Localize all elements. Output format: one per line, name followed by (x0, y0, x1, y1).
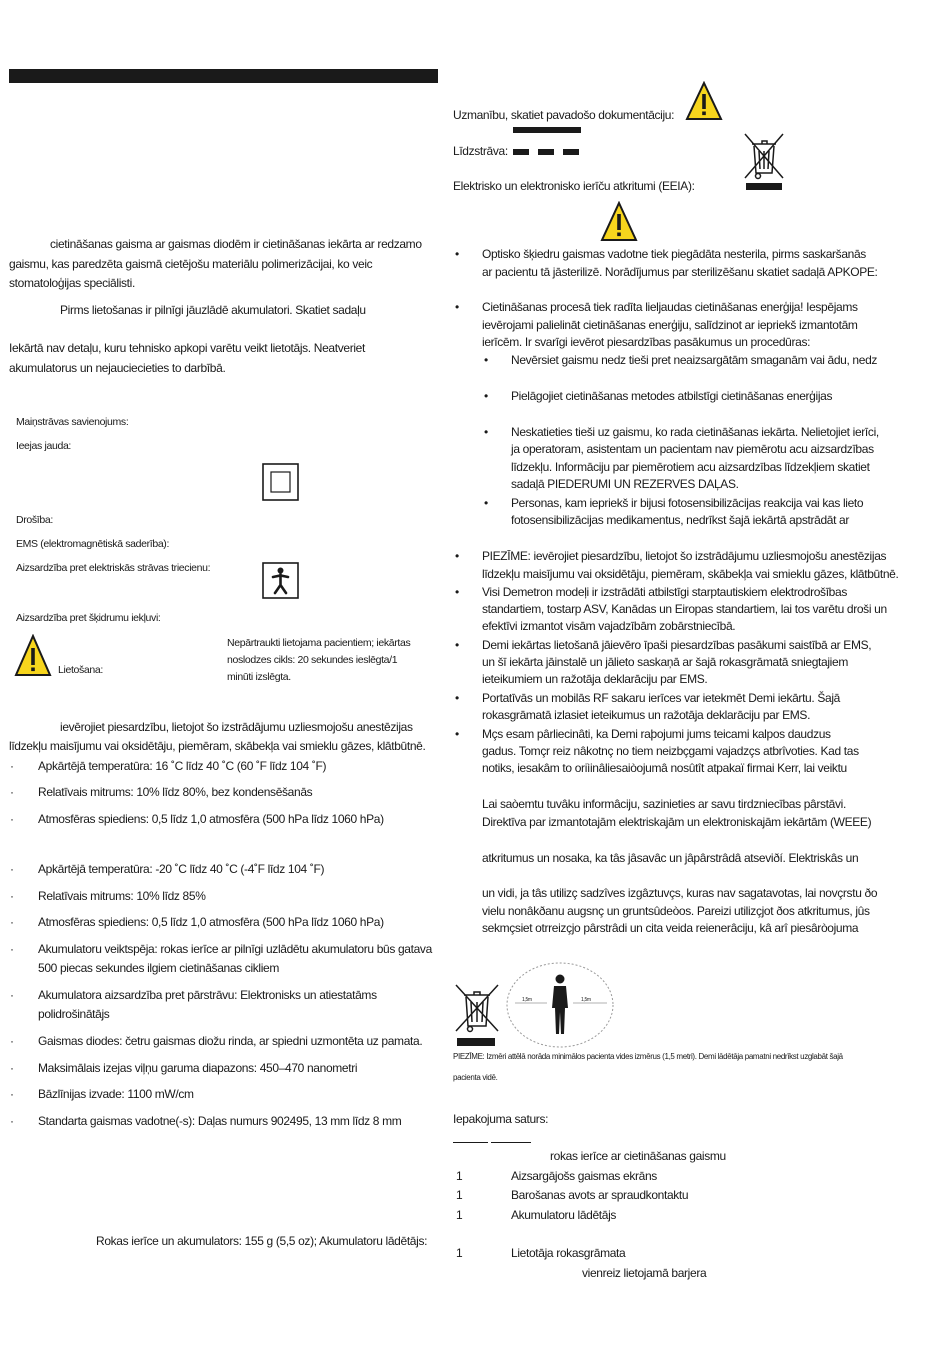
precaution-eyes: ja operatoram, asistentam un pacientam nav piemērotu acu aizsardzības (511, 442, 874, 456)
spec-operation-desc: minūti izslēgta. (227, 671, 291, 683)
service-line: Iekārtā nav detaļu, kuru tehnisko apkopi varētu veikt lietotājs. Neatveriet (9, 341, 365, 355)
weee-paragraph: atkritumus un nosaka, ka tâs jâsavâc un jâpârstrâdâ atseviðí. Elektriskâs un (482, 851, 859, 865)
rf-note: Portatīvās un mobilās RF sakaru ierīces var ietekmēt Demi iekārtu. Šajā (482, 691, 840, 705)
operating-humidity: Relatīvais mitrums: 10% līdz 80%, bez kondensēšanās (38, 785, 313, 799)
battery-protection: polidrošinātājs (38, 1007, 110, 1021)
bullet: • (455, 638, 459, 652)
bullet: • (455, 691, 459, 705)
energy-note: ievērojami palielināt cietināšanas enerģiju, salīdzinot ar iepriekš izmantotām (482, 318, 858, 332)
standards-note: Visi Demetron modeļi ir izstrādāti atbilstīgi starptautiskiem elektrodrošības (482, 585, 847, 599)
section-header-bar (9, 69, 438, 83)
emc-note: Demi iekārtas lietošanā jāievēro īpaši piesardzības pasākumi saistībā ar EMS, (482, 638, 872, 652)
weee-paragraph: vielu nonâkðanu augsnç un gruntsûdeòos. Pareizi utilizçjot ðos atkritumus, jûs (482, 904, 870, 918)
tech-output: Bāzlīnijas izvade: 1100 mW/cm (38, 1087, 194, 1101)
package-item: Aizsargājošs gaismas ekrāns (511, 1169, 657, 1183)
warning-triangle-icon (14, 634, 52, 677)
bullet: • (455, 247, 459, 261)
precaution-eyes: Neskatieties tieši uz gaismu, ko rada cietināšanas iekārta. Nelietojiet ierīci, (511, 425, 879, 439)
bullet: · (10, 812, 14, 826)
battery-performance: 500 piecas sekundes ilgiem cietināšanas cikliem (38, 961, 280, 975)
intro-line: gaismu, kas paredzēta gaismā cietējošu materiālu polimerizācijai, ko veic (9, 257, 373, 271)
underline (453, 1142, 488, 1143)
storage-pressure: Atmosfēras spiediens: 0,5 līdz 1,0 atmosfēra (500 hPa līdz 1060 hPa) (38, 915, 384, 929)
environment-note: pacienta vidē. (453, 1073, 498, 1082)
bullet: · (10, 1034, 14, 1048)
disposal-note: Mçs esam pârliecinâti, ka Demi raþojumi jums teicami kalpos daudzus (482, 727, 831, 741)
package-item-barrier: vienreiz lietojamā barjera (582, 1266, 707, 1280)
caution-triangle-icon (685, 81, 723, 121)
sterile-note: ar pacientu tā jāsterilizē. Norādījumus par sterilizēšanu skatiet sadaļā APKOPE: (482, 265, 878, 279)
emc-note: ieteikumiem un ražotāja deklarāciju par EMS. (482, 672, 708, 686)
standards-note: standartiem, tostarp ASV, Kanādas un Eiropas standartiem, lai tos varētu droši un (482, 602, 887, 616)
crossed-out-bin-icon (453, 983, 501, 1047)
package-qty: 1 (456, 1246, 463, 1260)
disposal-note: gadus. Tomçr reiz nâkotnç no tiem neizbçgami vajadzçs atbrîvoties. Kad tas (482, 744, 859, 758)
environment-note: PIEZĪME: Izmēri attēlā norāda minimālos pacienta vides izmērus (1,5 metri). Demi lādētāja pamatni nedrīkst uzglabāt šajā (453, 1052, 843, 1061)
bullet: • (484, 496, 488, 510)
weee-paragraph: Lai saòemtu tuvâku informâciju, sazinieties ar savu tirdzniecības pârstāvi. (482, 797, 846, 811)
spec-liquid-label: Aizsardzība pret šķidrumu iekļuvi: (16, 612, 161, 624)
tech-wavelength: Maksimālais izejas viļņu garuma diapazons: 450–470 nanometri (38, 1061, 358, 1075)
package-qty: 1 (456, 1169, 463, 1183)
bullet: · (10, 785, 14, 799)
precaution-gums: Nevērsiet gaismu nedz tieši pret neaizsargātām smaganām vai ādu, nedz (511, 353, 878, 367)
bullet: · (10, 942, 14, 956)
operating-pressure: Atmosfēras spiediens: 0,5 līdz 1,0 atmosfēra (500 hPa līdz 1060 hPa) (38, 812, 384, 826)
bullet: · (10, 1087, 14, 1101)
crossed-out-bin-icon (743, 132, 785, 192)
package-item: Barošanas avots ar spraudkontaktu (511, 1188, 689, 1202)
env-warning-line: līdzekļu maisījumu vai oksidētāju, piemēram, skābekļa vai smieklu gāzes, klātbūtnē. (9, 739, 426, 753)
direct-current-icon (511, 127, 583, 157)
charge-note: Pirms lietošanas ir pilnīgi jāuzlādē akumulatori. Skatiet sadaļu (60, 303, 366, 317)
spec-input-label: Ieejas jauda: (16, 440, 71, 452)
spec-operation-desc: Nepārtraukti lietojama pacientiem; iekārtas (227, 637, 411, 649)
precaution-eyes: sadaļā PIEDERUMI UN REZERVES DAĻAS. (511, 477, 739, 491)
energy-note: Cietināšanas procesā tiek radīta lieljaudas cietināšanas enerģija! Iespējams (482, 300, 858, 314)
weee-paragraph: Direktīva par izmantotajām elektriskajām un elektroniskajām iekārtām (WEEE) (482, 815, 872, 829)
bullet: · (10, 862, 14, 876)
dc-label: Līdzstrāva: (453, 144, 508, 158)
precaution-photosensitive: fotosensibilizācijas medikamentus, nedrīkst šajā iekārtā apstrādāt ar (511, 513, 850, 527)
flammable-note: līdzekļu maisījumu vai oksidētāju, piemēram, skābekļa vai smieklu gāzes, klātbūtnē. (482, 567, 899, 581)
caution-label: Uzmanību, skatiet pavadošo dokumentāciju: (453, 108, 675, 122)
bullet: · (10, 759, 14, 773)
precaution-eyes: līdzekļu. Informāciju par piemērotiem acu aizsardzības līdzekļiem skatiet (511, 460, 870, 474)
dimension-label: 1,5m (522, 997, 532, 1003)
rf-note: rokasgrāmatā izlasiet ieteikumus un ražotāja deklarāciju par EMS. (482, 708, 811, 722)
spec-shock-label: Aizsardzība pret elektriskās strāvas triecienu: (16, 562, 211, 574)
storage-temperature: Apkārtējā temperatūra: -20 ˚C līdz 40 ˚C (-4˚F līdz 104 ˚F) (38, 862, 325, 876)
bullet: • (455, 549, 459, 563)
spec-safety-label: Drošība: (16, 514, 53, 526)
spec-ac-label: Maiņstrāvas savienojums: (16, 416, 129, 428)
patient-environment-diagram (505, 962, 615, 1048)
battery-performance: Akumulatoru veiktspēja: rokas ierīce ar pilnīgi uzlādētu akumulatoru būs gatava (38, 942, 432, 956)
bullet: • (484, 425, 488, 439)
bullet: • (455, 585, 459, 599)
precaution-photosensitive: Personas, kam iepriekš ir bijusi fotosensibilizācijas reakcija vai kas lieto (511, 496, 864, 510)
underline (491, 1142, 531, 1143)
package-item: Akumulatoru lādētājs (511, 1208, 617, 1222)
tech-light-guide: Standarta gaismas vadotne(-s): Daļas numurs 902495, 13 mm līdz 8 mm (38, 1114, 402, 1128)
bullet: • (455, 300, 459, 314)
weight-line: Rokas ierīce un akumulators: 155 g (5,5 oz); Akumulatoru lādētājs: (96, 1234, 428, 1248)
spec-emc-label: EMS (elektromagnētiskā saderība): (16, 538, 170, 550)
bullet: · (10, 1061, 14, 1075)
package-qty: 1 (456, 1208, 463, 1222)
sterile-note: Optisko šķiedru gaismas vadotne tiek piegādāta nesterila, pirms saskaršanās (482, 247, 866, 261)
energy-note: ierīcēm. Ir svarīgi ievērot piesardzības pasākumus un procedūras: (482, 335, 811, 349)
spec-operation-desc: noslodzes cikls: 20 sekundes ieslēgta/1 (227, 654, 398, 666)
intro-line: stomatoloģijas speciālisti. (9, 276, 135, 290)
tech-led: Gaismas diodes: četru gaismas diožu rinda, ar spiedni uzmontēta uz pamata. (38, 1034, 423, 1048)
storage-humidity: Relatīvais mitrums: 10% līdz 85% (38, 889, 206, 903)
class-ii-double-insulation-icon (262, 463, 299, 501)
package-title: Iepakojuma saturs: (453, 1112, 549, 1126)
service-line: akumulatorus un nejauciecieties to darbībā. (9, 361, 226, 375)
dimension-label: 1,5m (581, 997, 591, 1003)
weee-paragraph: sekmçsiet otrreizçjo pârstrâdi un cita veida reienerâciju, kâ arî piesâròojuma (482, 921, 859, 935)
bullet: · (10, 889, 14, 903)
weee-label: Elektrisko un elektronisko ierīču atkritumi (EEIA): (453, 179, 695, 193)
warning-triangle-icon (600, 201, 638, 242)
bullet: • (484, 353, 488, 367)
weee-paragraph: un vidi, ja tâs utilizç sadzîves izgâztuvçs, kuras nav sagatavotas, lai novçrstu ðo (482, 886, 878, 900)
disposal-note: notiks, iesakâm to oriìinâliesaiòojumâ nosûtît atpakaï firmai Kerr, lai veiktu (482, 761, 847, 775)
package-item: Lietotāja rokasgrāmata (511, 1246, 626, 1260)
operating-temperature: Apkārtējā temperatūra: 16 ˚C līdz 40 ˚C (60 ˚F līdz 104 ˚F) (38, 759, 327, 773)
bullet: · (10, 915, 14, 929)
bullet: · (10, 1114, 14, 1128)
package-item-handpiece: rokas ierīce ar cietināšanas gaismu (550, 1149, 726, 1163)
standards-note: efektīvi izmantot visām vajadzībām zobārstniecībā. (482, 619, 736, 633)
bullet: · (10, 988, 14, 1002)
bullet: • (484, 389, 488, 403)
package-qty: 1 (456, 1188, 463, 1202)
precaution-technique: Pielāgojiet cietināšanas metodes atbilstīgi cietināšanas enerģijas (511, 389, 833, 403)
env-warning-line: ievērojiet piesardzību, lietojot šo izstrādājumu uzliesmojošu anestēzijas (60, 720, 413, 734)
emc-note: un šī iekārta jāinstalē un jālieto saskaņā ar šajā rokasgrāmatā sniegtajiem (482, 655, 848, 669)
flammable-note: PIEZĪME: ievērojiet piesardzību, lietojot šo izstrādājumu uzliesmojošu anestēzijas (482, 549, 887, 563)
intro-line: cietināšanas gaisma ar gaismas diodēm ir cietināšanas iekārta ar redzamo (50, 237, 422, 251)
bullet: • (455, 727, 459, 741)
spec-operation-label: Lietošana: (58, 664, 103, 676)
battery-protection: Akumulatora aizsardzība pret pārstrāvu: Elektronisks un atiestatāms (38, 988, 377, 1002)
type-bf-applied-part-icon (262, 562, 299, 599)
